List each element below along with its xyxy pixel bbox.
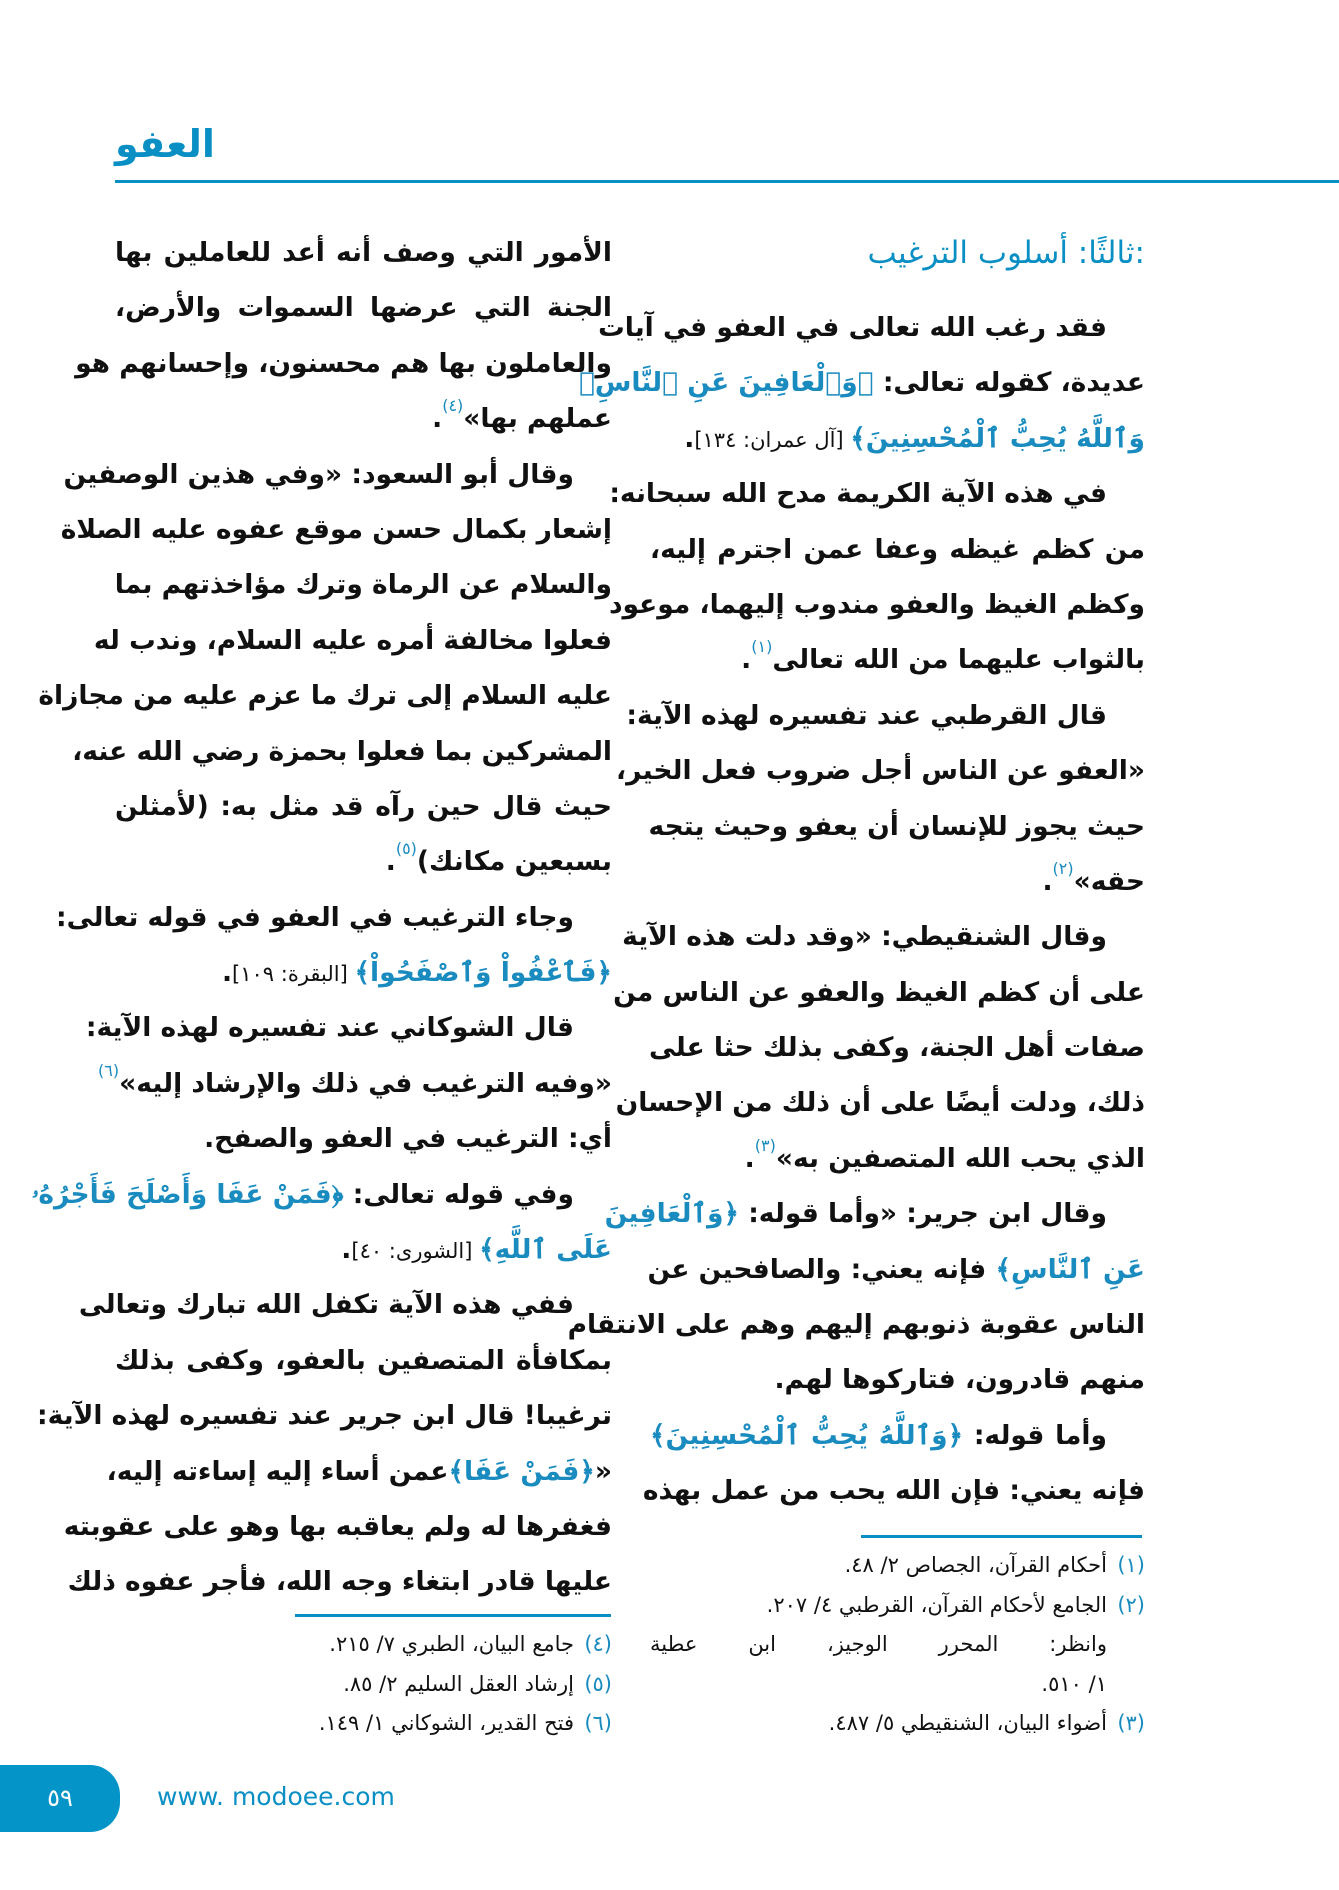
quran-verse: عَلَى ٱللَّهِ﴾ <box>479 1234 612 1266</box>
text-line <box>615 1075 1145 1130</box>
quran-verse: عَنِ ٱلنَّاسِ﴾ <box>995 1253 1145 1285</box>
footnote-separator-right <box>861 1535 1142 1538</box>
body-text: الذي يحب الله المتصفين به» <box>775 1142 1145 1174</box>
text-line <box>650 799 1145 854</box>
text-line <box>63 447 612 502</box>
body-text: فعلوا مخالفة أمره عليه السلام، وندب له <box>93 624 612 656</box>
body-text: عملهم بها» <box>463 403 612 435</box>
verse-reference: [الشورى: ٤٠] <box>351 1239 480 1264</box>
chapter-title: العفو <box>115 122 215 166</box>
footnotes-right <box>650 1546 1145 1744</box>
footnote <box>650 1625 1145 1665</box>
footnote-marker[interactable]: (٥) <box>395 839 417 859</box>
text-line <box>56 890 612 945</box>
body-text: عليها قادر ابتغاء وجه الله، فأجر عفوه ذلك <box>67 1566 612 1598</box>
footnote-marker[interactable]: (٤) <box>442 396 464 416</box>
text-line <box>608 577 1145 632</box>
text-line <box>115 779 612 834</box>
text-line <box>650 1131 1145 1186</box>
body-text: وأما قوله: <box>963 1419 1107 1451</box>
body-text: وقال الشنقيطي: «وقد دلت هذه الآية <box>622 921 1107 953</box>
verse-reference: [البقرة: ١٠٩] <box>232 962 355 987</box>
body-text: أي: الترغيب في العفو والصفح. <box>204 1123 612 1155</box>
quran-verse: ﴿فَمَنْ عَفَا وَأَصْلَحَ فَأَجْرُهُۥ <box>31 1178 344 1210</box>
footnote-marker[interactable]: (٣) <box>754 1135 776 1155</box>
body-text: «العفو عن الناس أجل ضروب فعل الخير، <box>616 755 1145 787</box>
body-text: في هذه الآية الكريمة مدح الله سبحانه: <box>609 478 1107 510</box>
body-text: منهم قادرون، فتاركوها لهم. <box>774 1364 1145 1396</box>
footnote-text: أضواء البيان، الشنقيطي ٥/ ٤٨٧. <box>828 1711 1107 1735</box>
body-text: بسبعين مكانك) <box>416 846 612 878</box>
footnote-number: (٦) <box>584 1711 612 1735</box>
website-url[interactable]: www. modoee.com <box>157 1782 395 1811</box>
body-text: فإنه يعني: فإن الله يحب من عمل بهذه <box>642 1475 1145 1507</box>
footnote-number: (٤) <box>584 1632 612 1656</box>
footnote <box>115 1704 612 1744</box>
footnote <box>115 1625 612 1665</box>
text-line <box>85 1000 612 1055</box>
body-text: فقد رغب الله تعالى في العفو في آيات <box>598 312 1107 343</box>
section-heading: ثالثًا: أسلوب الترغيب: <box>867 235 1145 271</box>
text-line <box>98 1056 612 1111</box>
footnote-number: (٢) <box>1117 1592 1145 1617</box>
footnote <box>650 1704 1145 1744</box>
footnote <box>650 1586 1145 1626</box>
text-line <box>93 613 612 668</box>
footnote <box>650 1546 1145 1586</box>
body-text: على أن كظم الغيظ والعفو عن الناس من <box>613 976 1145 1008</box>
text-line <box>647 1242 1145 1297</box>
footnote-number: (٣) <box>1117 1711 1145 1735</box>
text-line <box>650 522 1145 577</box>
text-line <box>63 1499 612 1554</box>
body-text: وكظم الغيظ والعفو مندوب إليهما، موعود <box>608 588 1145 620</box>
text-line <box>115 280 612 335</box>
quran-verse: ﴿وَٱلْعَافِينَ عَنِ ٱلنَّاسِۗ <box>578 367 874 399</box>
footnote-marker[interactable]: (٢) <box>1052 858 1074 878</box>
text-line <box>598 300 1145 355</box>
footnote-text: فتح القدير، الشوكاني ١/ ١٤٩. <box>318 1711 574 1735</box>
body-text: . <box>741 644 752 676</box>
body-text: الجنة التي عرضها السموات والأرض، <box>115 292 612 324</box>
footnote-number: (٥) <box>584 1671 612 1696</box>
body-text: عديدة، كقوله تعالى: <box>873 367 1145 399</box>
verse-reference: [آل عمران: ١٣٤] <box>694 427 851 452</box>
quran-verse: ﴿فَمَنْ عَفَا﴾ <box>448 1455 595 1487</box>
text-line <box>60 502 612 557</box>
body-text: . <box>744 1142 755 1174</box>
body-text: والعاملون بها هم محسنون، وإحسانهم هو <box>75 347 612 379</box>
footnote-text: وانظر: المحرر الوجيز، ابن عطية <box>650 1632 1107 1656</box>
text-line <box>78 1277 612 1332</box>
body-text: فإنه يعني: والصافحين عن <box>647 1253 996 1285</box>
footnote-text: الجامع لأحكام القرآن، القرطبي ٤/ ٢٠٧. <box>766 1592 1107 1617</box>
footnote-marker[interactable]: (٦) <box>98 1060 120 1080</box>
body-text: . <box>1042 865 1053 897</box>
text-line <box>578 355 1145 410</box>
body-text: وجاء الترغيب في العفو في قوله تعالى: <box>56 901 574 933</box>
body-text: فغفرها له ولم يعاقبه بها وهو على عقوبته <box>63 1510 612 1542</box>
text-line <box>604 1186 1145 1241</box>
left-column <box>31 225 612 1610</box>
footnote-text: ١/ ٥١٠. <box>1041 1671 1107 1696</box>
text-line <box>609 466 1145 521</box>
text-line <box>567 1297 1145 1352</box>
text-line <box>115 391 612 446</box>
body-text: «وفيه الترغيب في ذلك والإرشاد إليه» <box>119 1067 612 1099</box>
body-text: بمكافأة المتصفين بالعفو، وكفى بذلك <box>115 1344 612 1376</box>
page-number: ٥٩ <box>0 1765 120 1832</box>
right-column <box>567 300 1145 1519</box>
body-text: حقه» <box>1073 865 1145 897</box>
body-text: . <box>221 957 233 989</box>
body-text: عليه السلام إلى ترك ما عزم عليه من مجازاة <box>38 680 612 712</box>
footnote-number: (١) <box>1117 1553 1145 1577</box>
body-text: المشركين بما فعلوا بحمزة رضي الله عنه، <box>72 735 612 767</box>
text-line <box>31 1167 612 1222</box>
body-text: « <box>594 1455 612 1487</box>
body-text: ترغيبا! قال ابن جرير عند تفسيره لهذه الآية: <box>37 1400 612 1432</box>
body-text: من كظم غيظه وعفا عمن اجترم إليه، <box>650 533 1145 565</box>
text-line <box>115 1111 612 1166</box>
header-divider <box>115 180 1339 183</box>
quran-verse: وَٱللَّهُ يُحِبُّ ٱلْمُحْسِنِينَ﴾ <box>850 422 1145 454</box>
text-line <box>115 834 612 889</box>
text-line <box>622 909 1145 964</box>
body-text: ذلك، ودلت أيضًا على أن ذلك من الإحسان <box>615 1087 1145 1119</box>
text-line <box>115 225 612 280</box>
footnote-separator-left <box>295 1614 611 1617</box>
footnote <box>115 1665 612 1705</box>
body-text: . <box>684 422 695 454</box>
text-line <box>650 411 1145 466</box>
body-text: إشعار بكمال حسن موقع عفوه عليه الصلاة <box>60 513 612 545</box>
body-text: والسلام عن الرماة وترك مؤاخذتهم بما <box>114 569 612 601</box>
body-text: حيث يجوز للإنسان أن يعفو وحيث يتجه <box>648 810 1145 842</box>
body-text: الناس عقوبة ذنوبهم إليهم وهم على الانتقام <box>567 1309 1145 1341</box>
text-line <box>67 1554 612 1609</box>
text-line <box>616 743 1145 798</box>
body-text: بالثواب عليهما من الله تعالى <box>772 644 1145 676</box>
text-line <box>115 1333 612 1388</box>
footnote-text: جامع البيان، الطبري ٧/ ٢١٥. <box>329 1632 574 1656</box>
text-line <box>626 688 1145 743</box>
body-text: وفي قوله تعالى: <box>343 1178 574 1210</box>
text-line <box>650 1020 1145 1075</box>
text-line <box>75 336 612 391</box>
text-line <box>72 724 612 779</box>
text-line <box>38 668 612 723</box>
text-line <box>650 632 1145 687</box>
footnote-text: إرشاد العقل السليم ٢/ ٨٥. <box>343 1671 574 1696</box>
quran-verse: ﴿وَٱللَّهُ يُحِبُّ ٱلْمُحْسِنِينَ﴾ <box>650 1419 964 1451</box>
text-line <box>115 557 612 612</box>
quran-verse: ﴿وَٱلْعَافِينَ <box>604 1198 739 1230</box>
text-line <box>115 945 612 1000</box>
body-text: قال الشوكاني عند تفسيره لهذه الآية: <box>85 1012 574 1044</box>
quran-verse: ﴿فَٱعْفُواْ وَٱصْفَحُواْ﴾ <box>354 957 612 989</box>
body-text: وقال ابن جرير: «وأما قوله: <box>738 1198 1107 1230</box>
text-line <box>650 1408 1145 1463</box>
footnote-marker[interactable]: (١) <box>751 637 773 657</box>
text-line <box>650 854 1145 909</box>
body-text: قال القرطبي عند تفسيره لهذه الآية: <box>626 699 1107 731</box>
text-line <box>115 1222 612 1277</box>
footnotes-left <box>115 1625 612 1744</box>
body-text: حيث قال حين رآه قد مثل به: (لأمثلن <box>115 790 612 822</box>
body-text: الأمور التي وصف أنه أعد للعاملين بها <box>115 237 612 268</box>
text-line <box>642 1463 1145 1518</box>
body-text: . <box>385 846 396 878</box>
text-line <box>613 965 1145 1020</box>
body-text: . <box>341 1234 352 1266</box>
text-line <box>106 1444 612 1499</box>
body-text: وقال أبو السعود: «وفي هذين الوصفين <box>63 458 574 490</box>
text-line <box>650 1352 1145 1407</box>
body-text: صفات أهل الجنة، وكفى بذلك حثا على <box>648 1032 1145 1064</box>
footnote-text: أحكام القرآن، الجصاص ٢/ ٤٨. <box>844 1553 1107 1577</box>
body-text: ففي هذه الآية تكفل الله تبارك وتعالى <box>78 1289 574 1321</box>
text-line <box>37 1388 612 1443</box>
footnote <box>650 1665 1145 1705</box>
body-text: عمن أساء إليه إساءته إليه، <box>106 1455 449 1487</box>
body-text: . <box>432 403 443 435</box>
